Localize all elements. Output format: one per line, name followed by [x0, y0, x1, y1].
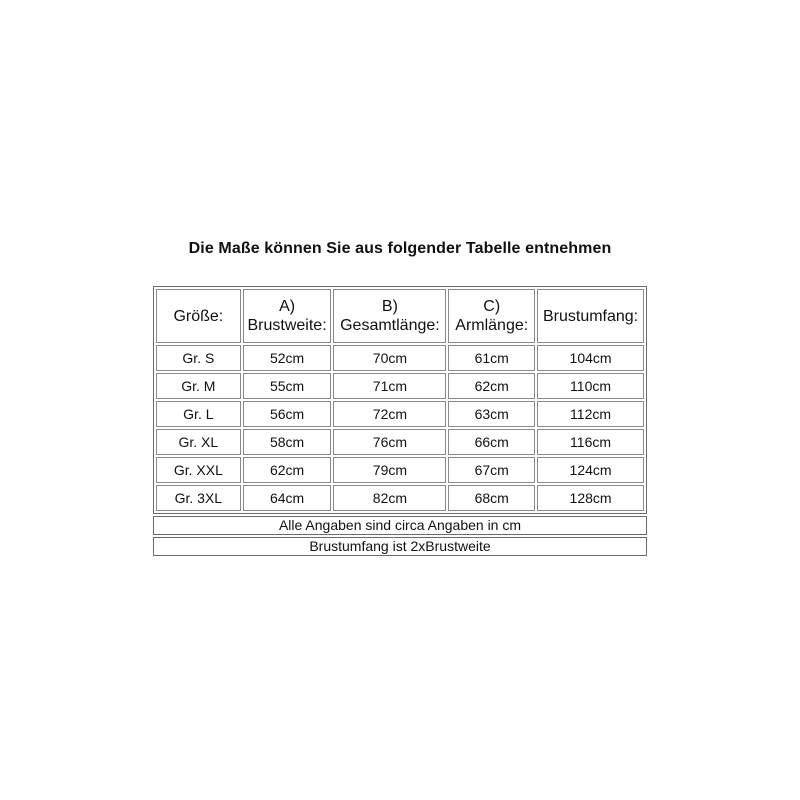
total-length-cell: 76cm — [333, 429, 446, 455]
size-cell: Gr. XXL — [156, 457, 241, 483]
sleeve-length-cell: 68cm — [448, 485, 535, 511]
header-chest-width — [243, 289, 332, 343]
note-approximate-values: Alle Angaben sind circa Angaben in cm — [153, 516, 647, 535]
table-row — [156, 485, 644, 511]
sleeve-length-cell: 63cm — [448, 401, 535, 427]
header-total-length-label: Gesamtlänge: — [340, 317, 440, 334]
table-row — [156, 345, 644, 371]
chest-circumference-cell: 124cm — [537, 457, 644, 483]
header-sleeve-length — [448, 289, 535, 343]
table-row — [156, 373, 644, 399]
header-chest-circumference-label: Brustumfang: — [542, 307, 639, 325]
header-total-length — [333, 289, 446, 343]
sleeve-length-cell: 62cm — [448, 373, 535, 399]
sleeve-length-cell: 67cm — [448, 457, 535, 483]
total-length-cell: 72cm — [333, 401, 446, 427]
chest-circumference-cell: 116cm — [537, 429, 644, 455]
header-total-length-letter: B) — [381, 298, 398, 315]
table-row — [156, 429, 644, 455]
total-length-cell: 79cm — [333, 457, 446, 483]
chest-width-cell: 52cm — [243, 345, 332, 371]
total-length-cell: 70cm — [333, 345, 446, 371]
chest-width-cell: 55cm — [243, 373, 332, 399]
size-cell: Gr. XL — [156, 429, 241, 455]
sleeve-length-cell: 61cm — [448, 345, 535, 371]
size-cell: Gr. M — [156, 373, 241, 399]
note-chest-circumference: Brustumfang ist 2xBrustweite — [153, 537, 647, 556]
chest-width-cell: 56cm — [243, 401, 332, 427]
header-chest-width-label: Brustweite: — [247, 317, 327, 334]
size-table — [153, 286, 647, 514]
sleeve-length-cell: 66cm — [448, 429, 535, 455]
chest-circumference-cell: 104cm — [537, 345, 644, 371]
chest-width-cell: 58cm — [243, 429, 332, 455]
page-title: Die Maße können Sie aus folgender Tabelle entnehmen — [188, 240, 612, 257]
header-chest-circumference — [537, 289, 644, 343]
size-cell: Gr. S — [156, 345, 241, 371]
table-header-row — [156, 289, 644, 343]
header-sleeve-length-letter: C) — [483, 298, 501, 315]
table-row — [156, 457, 644, 483]
total-length-cell: 71cm — [333, 373, 446, 399]
table-row — [156, 401, 644, 427]
size-cell: Gr. L — [156, 401, 241, 427]
header-chest-width-letter: A) — [279, 298, 296, 315]
chest-circumference-cell: 128cm — [537, 485, 644, 511]
chest-circumference-cell: 110cm — [537, 373, 644, 399]
header-size — [156, 289, 241, 343]
header-size-label: Größe: — [173, 307, 224, 325]
size-cell: Gr. 3XL — [156, 485, 241, 511]
header-sleeve-length-label: Armlänge: — [455, 317, 529, 334]
chest-circumference-cell: 112cm — [537, 401, 644, 427]
chest-width-cell: 64cm — [243, 485, 332, 511]
chest-width-cell: 62cm — [243, 457, 332, 483]
total-length-cell: 82cm — [333, 485, 446, 511]
